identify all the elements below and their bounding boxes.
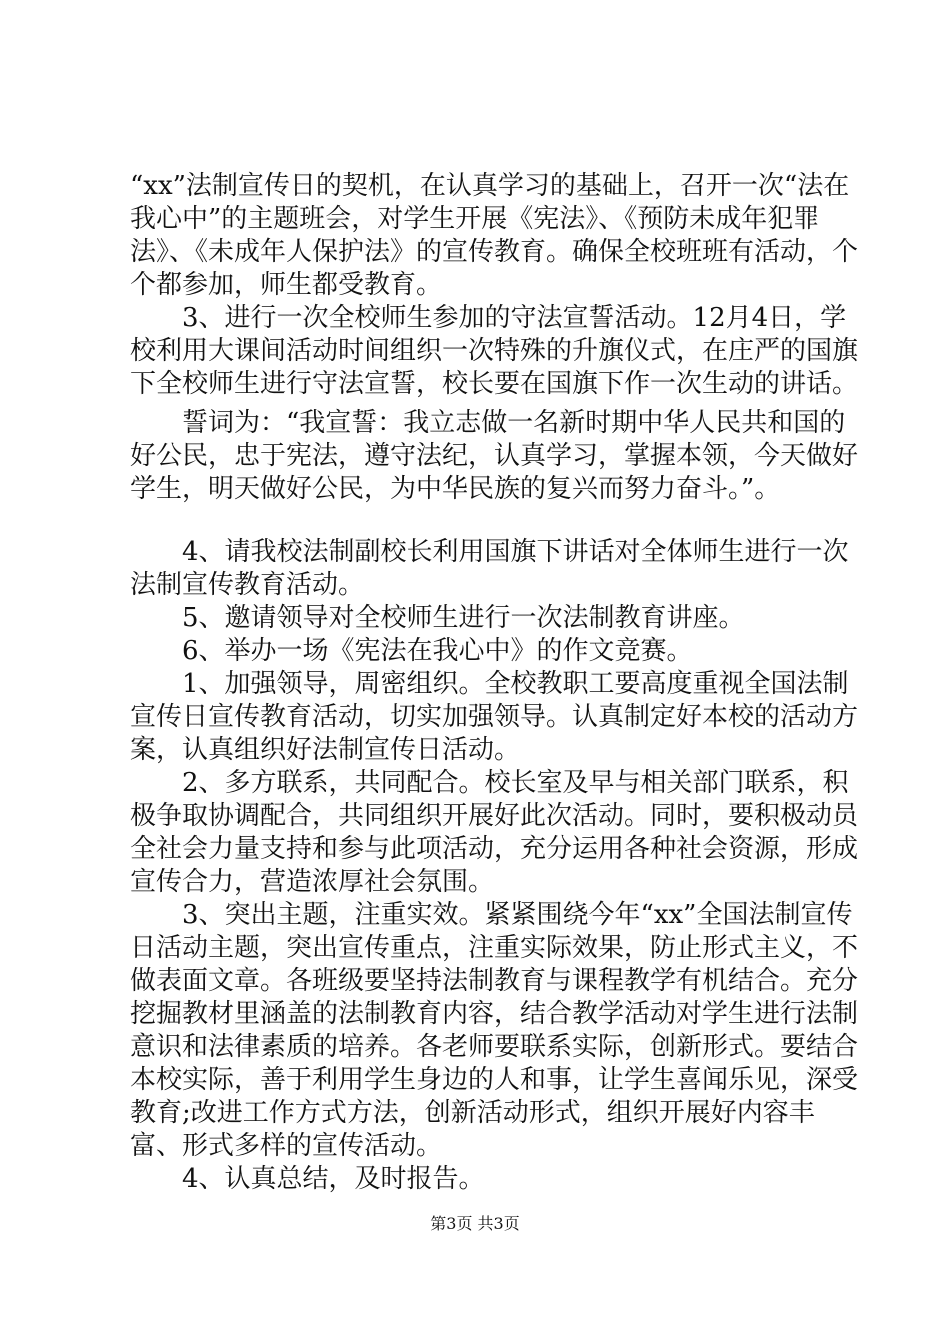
paragraph-lecture: 5、邀请领导对全校师生进行一次法制教育讲座。 bbox=[182, 603, 745, 633]
paragraph-vice-principal-talk: 4、请我校法制副校长利用国旗下讲话对全体师生进行一次法制宣传教育活动。 bbox=[130, 537, 849, 600]
paragraph-essay-contest: 6、举办一场《宪法在我心中》的作文竞赛。 bbox=[182, 636, 693, 666]
page-footer: 第3页 共3页 bbox=[430, 1214, 520, 1233]
document-body bbox=[130, 170, 860, 1196]
paragraph-focus-theme: 3、突出主题，注重实效。紧紧围绕今年“xx”全国法制宣传日活动主题，突出宣传重点，注重实际效果，防止形式主义，不做表面文章。各班级要坚持法制教育与课程教学有机结合。充分挖掘教材里涵盖的法制教育内容，结合教学活动对学生进行法制意识和法律素质的培养。各老师要联系实际，创新形式。要结合本校实际，善于利用学生身边的人和事，让学生喜闻乐见，深受教育;改进工作方式方法，创新活动形式，组织开展好内容丰富、形式多样的宣传活动。 bbox=[130, 900, 859, 1161]
paragraph-summary-report: 4、认真总结，及时报告。 bbox=[182, 1164, 485, 1194]
paragraph-cooperation: 2、多方联系，共同配合。校长室及早与相关部门联系，积极争取协调配合，共同组织开展好此次活动。同时，要积极动员全社会力量支持和参与此项活动，充分运用各种社会资源，形成宣传合力，营造浓厚社会氛围。 bbox=[130, 768, 859, 897]
paragraph-leadership: 1、加强领导，周密组织。全校教职工要高度重视全国法制宣传日宣传教育活动，切实加强领导。认真制定好本校的活动方案，认真组织好法制宣传日活动。 bbox=[130, 669, 859, 765]
paragraph-oath-activity: 3、进行一次全校师生参加的守法宣誓活动。12月4日，学校利用大课间活动时间组织一次特殊的升旗仪式，在庄严的国旗下全校师生进行守法宣誓，校长要在国旗下作一次生动的讲话。 bbox=[130, 303, 859, 399]
paragraph-oath-text: 誓词为：“我宣誓：我立志做一名新时期中华人民共和国的好公民，忠于宪法，遵守法纪，认真学习，掌握本领，今天做好学生，明天做好公民，为中华民族的复兴而努力奋斗。”。 bbox=[130, 408, 859, 504]
paragraph-continuation: “xx”法制宣传日的契机，在认真学习的基础上，召开一次“法在我心中”的主题班会，对学生开展《宪法》、《预防未成年犯罪法》、《未成年人保护法》的宣传教育。确保全校班班有活动，个个都参加，师生都受教育。 bbox=[130, 171, 859, 300]
